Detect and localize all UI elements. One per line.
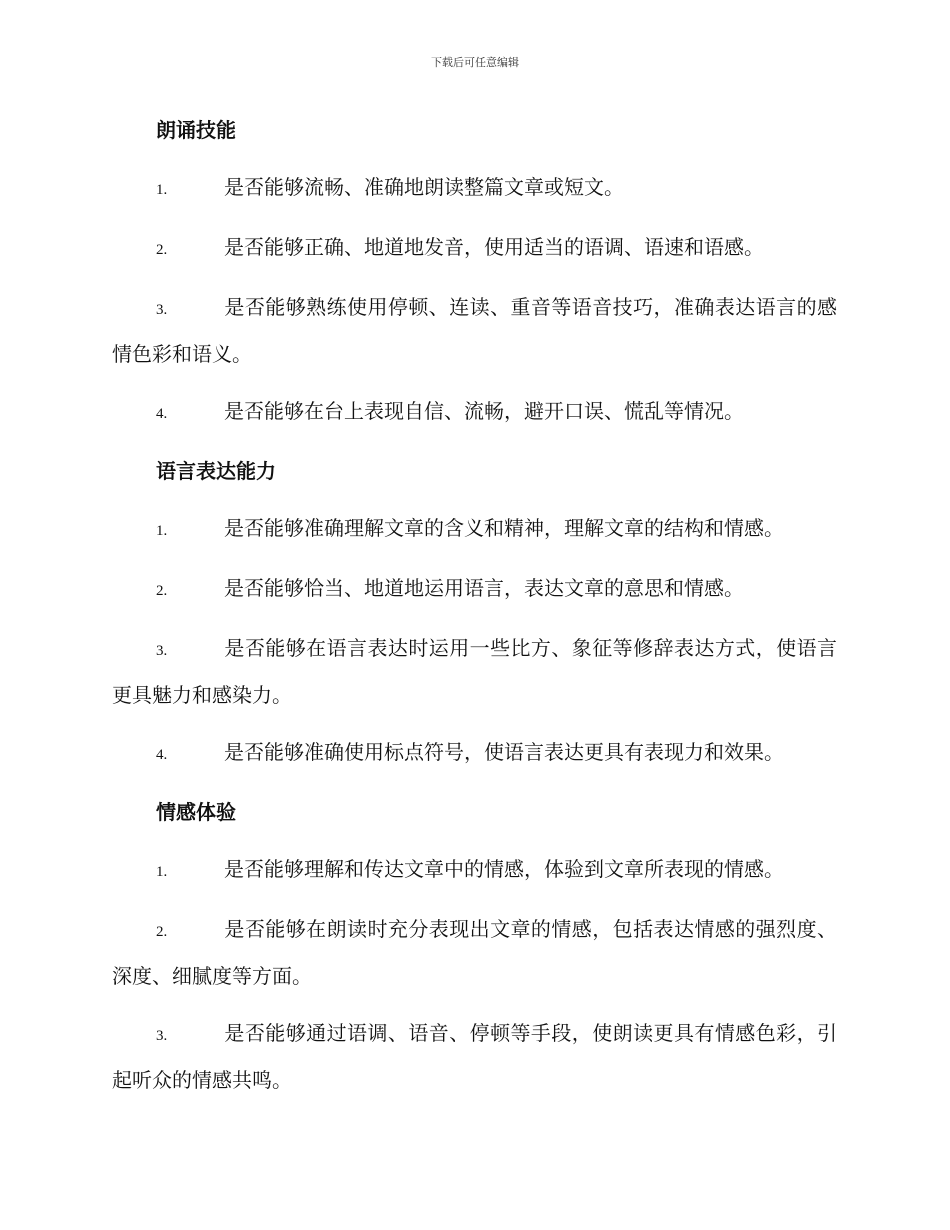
- item-number: 2.: [156, 924, 168, 940]
- section-emotional-experience: [112, 790, 837, 1102]
- item-number: 3.: [156, 1028, 168, 1044]
- item-text: 是否能够在语言表达时运用一些比方、象征等修辞表达方式，使语言更具魅力和感染力。: [112, 636, 837, 707]
- section-title: 朗诵技能: [156, 118, 236, 142]
- page-header: 下载后可任意编辑: [431, 56, 519, 69]
- list-item: [112, 285, 837, 376]
- list-item: [112, 907, 837, 998]
- item-text: 是否能够在台上表现自信、流畅，避开口误、慌乱等情况。: [224, 399, 744, 423]
- list-item: [112, 1011, 837, 1102]
- list-item: [112, 566, 837, 613]
- item-number: 3.: [156, 643, 168, 659]
- section-title: 语言表达能力: [156, 459, 276, 483]
- section-recitation-skills: [112, 108, 837, 436]
- section-title: 情感体验: [156, 800, 236, 824]
- item-number: 1.: [156, 864, 168, 880]
- item-number: 1.: [156, 523, 168, 539]
- list-item: [112, 389, 837, 436]
- item-number: 3.: [156, 302, 168, 318]
- item-text: 是否能够流畅、准确地朗读整篇文章或短文。: [224, 175, 624, 199]
- item-text: 是否能够熟练使用停顿、连读、重音等语音技巧，准确表达语言的感情色彩和语义。: [112, 295, 837, 366]
- document-body: [112, 108, 837, 1115]
- item-text: 是否能够正确、地道地发音，使用适当的语调、语速和语感。: [224, 235, 764, 259]
- item-number: 1.: [156, 182, 168, 198]
- list-item: [112, 165, 837, 212]
- item-text: 是否能够准确理解文章的含义和精神，理解文章的结构和情感。: [224, 516, 784, 540]
- item-text: 是否能够通过语调、语音、停顿等手段，使朗读更具有情感色彩，引起听众的情感共鸣。: [112, 1021, 837, 1092]
- list-item: [112, 847, 837, 894]
- list-item: [112, 225, 837, 272]
- item-number: 2.: [156, 242, 168, 258]
- section-language-expression: [112, 449, 837, 777]
- item-text: 是否能够准确使用标点符号，使语言表达更具有表现力和效果。: [224, 740, 784, 764]
- list-item: [112, 730, 837, 777]
- item-number: 2.: [156, 583, 168, 599]
- list-item: [112, 506, 837, 553]
- item-number: 4.: [156, 406, 168, 422]
- item-text: 是否能够理解和传达文章中的情感，体验到文章所表现的情感。: [224, 857, 784, 881]
- item-text: 是否能够恰当、地道地运用语言，表达文章的意思和情感。: [224, 576, 744, 600]
- list-item: [112, 626, 837, 717]
- item-number: 4.: [156, 747, 168, 763]
- item-text: 是否能够在朗读时充分表现出文章的情感，包括表达情感的强烈度、深度、细腻度等方面。: [112, 917, 837, 988]
